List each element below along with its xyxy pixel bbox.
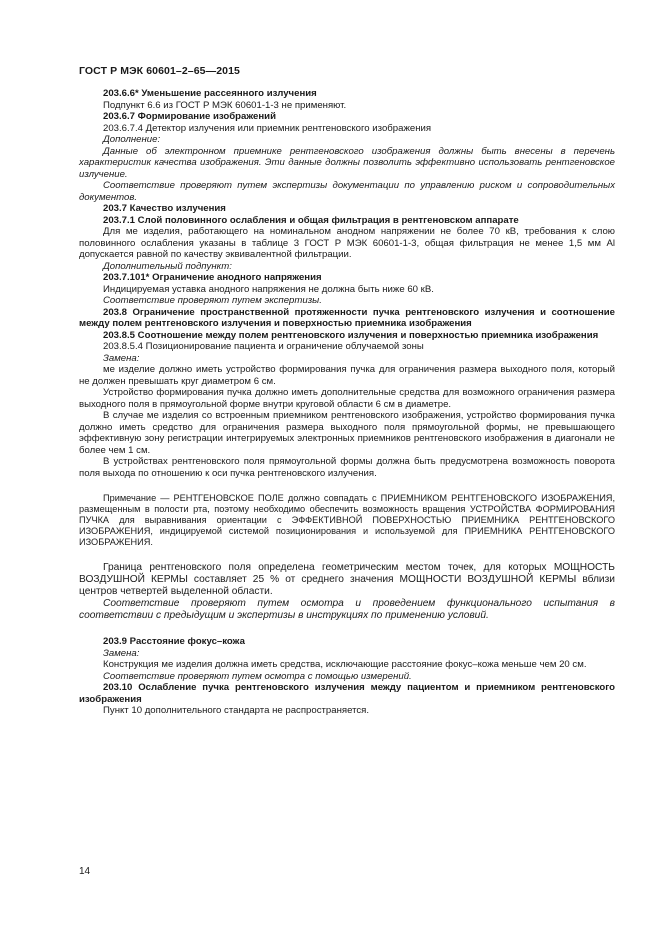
- note: Примечание — РЕНТГЕНОВСКОЕ ПОЛЕ должно совпадать с ПРИЕМНИКОМ РЕНТГЕНОВСКОГО ИЗОБРАЖЕНИЯ, размещенным в полости рта, поэтому необходимо обеспечить возможность вращения УСТРОЙСТВА ФОРМИРОВАНИЯ ПУЧКА для выравнивания ориентации с ЭФФЕКТИВНОЙ ПОВЕРХНОСТЬЮ ПРИЕМНИКА РЕНТГЕНОВСКОГО ИЗОБРАЖЕНИЯ, индицируемой системой позиционирования и используемой для ПРИЕМНИКА РЕНТГЕНОВСКОГО ИЗОБРАЖЕНИЯ.: [79, 493, 615, 547]
- paragraph: ме изделие должно иметь устройство формирования пучка для ограничения размера выходного поля, который не должен превышать круг диаметром 6 см.: [79, 364, 615, 387]
- paragraph: Граница рентгеновского поля определена геометрическим местом точек, для которых МОЩНОСТЬ ВОЗДУШНОЙ КЕРМЫ составляет 25 % от среднего значения МОЩНОСТИ ВОЗДУШНОЙ КЕРМЫ вблизи центров четвертей выделенной области.: [79, 562, 615, 597]
- page-content: [79, 88, 615, 717]
- running-header: ГОСТ Р МЭК 60601–2–65—2015: [79, 65, 240, 77]
- paragraph: Подпункт 6.6 из ГОСТ Р МЭК 60601-1-3 не применяют.: [103, 99, 347, 111]
- subsection-heading: 203.8.5.4 Позиционирование пациента и ограничение облучаемой зоны: [103, 341, 424, 352]
- section-heading: 203.6.7 Формирование изображений: [103, 111, 276, 122]
- replace-label: Замена:: [103, 352, 140, 364]
- spacer: [103, 548, 615, 562]
- paragraph: Индицируемая уставка анодного напряжения не должна быть ниже 60 кВ.: [103, 283, 434, 295]
- replace-label: Замена:: [103, 647, 140, 659]
- paragraph: В случае ме изделия со встроенным приемником рентгеновского изображения, устройство формирования пучка должно иметь средство для ограничения размера выходного поля прямоугольной формы, не превышающего эффективную зону регистрации интегрируемых электронных приемников рентгеновского изображения в диагонали не более чем 1 см.: [79, 410, 615, 456]
- paragraph: Для ме изделия, работающего на номинальном анодном напряжении не более 70 кВ, требования к слою половинного ослабления указаны в таблице 3 ГОСТ Р МЭК 60601-1-3, общая фильтрация не менее 1,5 мм Al допускается равной по качеству эквивалентной фильтрации.: [79, 226, 615, 260]
- paragraph: Пункт 10 дополнительного стандарта не распространяется.: [103, 705, 370, 716]
- section-heading: 203.8.5 Соотношение между полем рентгеновского излучения и поверхностью приемника изображения: [103, 329, 599, 341]
- compliance-statement: Соответствие проверяют путем экспертизы документации по управлению риском и сопроводительных документов.: [79, 180, 615, 203]
- paragraph-italic: Данные об электронном приемнике рентгеновского изображения должны быть внесены в перечень характеристик качества изображения. Эти данные должны позволить эффективно использовать рентгеновское излучение.: [79, 145, 615, 180]
- spacer: [103, 622, 615, 636]
- addition-label: Дополнительный подпункт:: [103, 260, 232, 272]
- section-heading: 203.8 Ограничение пространственной протяженности пучка рентгеновского излучения и соотношение между полем рентгеновского излучения и поверхностью приемника изображения: [79, 306, 615, 329]
- paragraph: Устройство формирования пучка должно иметь дополнительные средства для возможного ограничения размера выходного поля в прямоугольной форме внутри круговой области 6 см в диаметре.: [79, 387, 615, 410]
- compliance-statement: Соответствие проверяют путем осмотра с помощью измерений.: [103, 670, 412, 682]
- section-heading: 203.7 Качество излучения: [103, 203, 226, 214]
- compliance-statement: Соответствие проверяют путем осмотра и проведением функционального испытания в соответствии с предыдущим и экспертизы в инструкциях по применению условий.: [79, 598, 615, 621]
- spacer: [103, 479, 615, 493]
- section-heading: 203.7.101* Ограничение анодного напряжения: [103, 272, 322, 283]
- section-heading: 203.6.6* Уменьшение рассеянного излучения: [103, 88, 317, 99]
- addition-label: Дополнение:: [103, 134, 161, 145]
- compliance-statement: Соответствие проверяют путем экспертизы.: [103, 295, 322, 306]
- section-heading: 203.7.1 Слой половинного ослабления и общая фильтрация в рентгеновском аппарате: [103, 214, 519, 226]
- subsection-heading: 203.6.7.4 Детектор излучения или приемник рентгеновского изображения: [103, 122, 432, 134]
- paragraph: Конструкция ме изделия должна иметь средства, исключающие расстояние фокус–кожа меньше чем 20 см.: [103, 659, 587, 670]
- section-heading: 203.10 Ослабление пучка рентгеновского излучения между пациентом и приемником рентгеновского изображения: [79, 682, 615, 705]
- section-heading: 203.9 Расстояние фокус–кожа: [103, 636, 245, 647]
- page-number: 14: [79, 866, 91, 877]
- paragraph: В устройствах рентгеновского поля прямоугольной формы должна быть предусмотрена возможность поворота поля выхода по отношению к оси пучка рентгеновского излучения.: [79, 456, 615, 479]
